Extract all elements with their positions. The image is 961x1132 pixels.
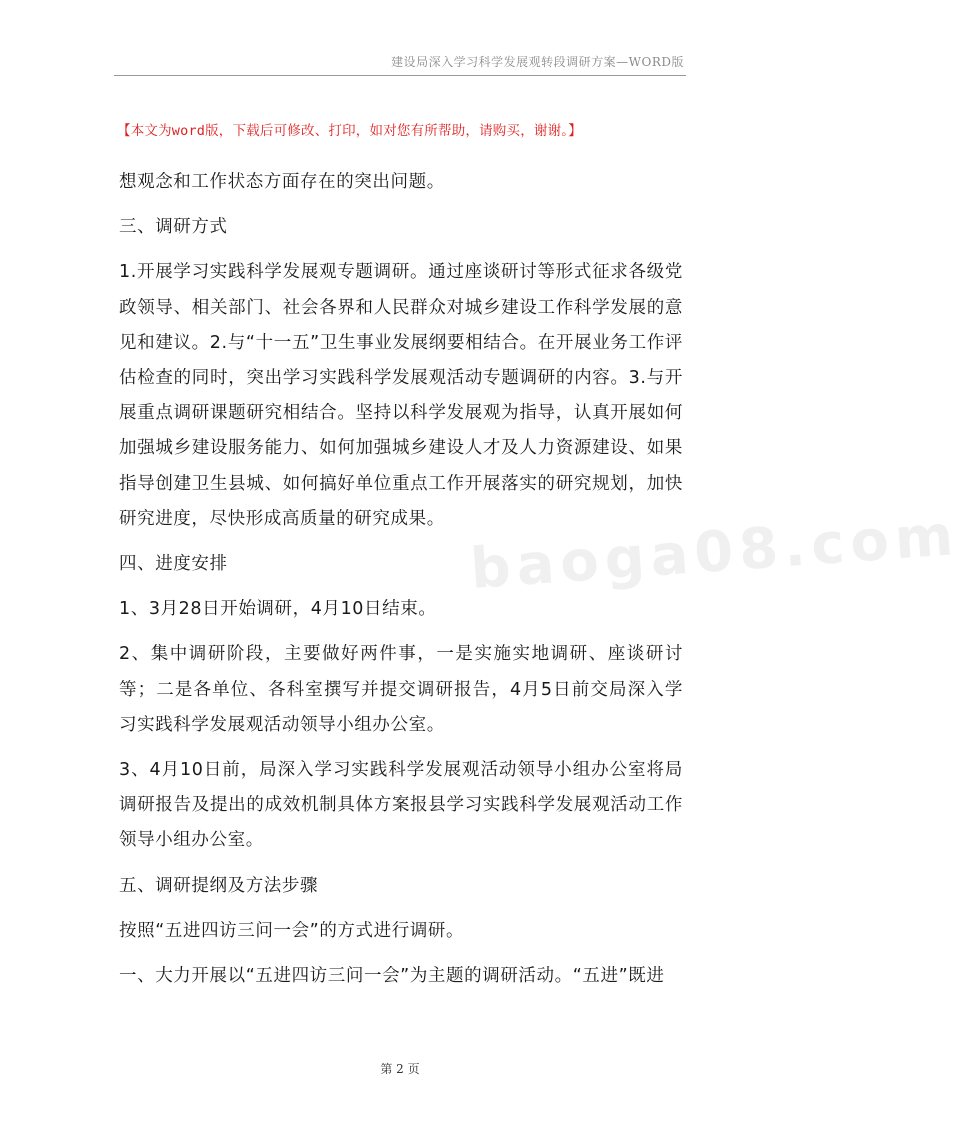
paragraph: 1.开展学习实践科学发展观专题调研。通过座谈研讨等形式征求各级党政领导、相关部门、社会各界和人民群众对城乡建设工作科学发展的意见和建议。2.与“十一五”卫生事业发展纲要相结合。在开展业务工作评估检查的同时，突出学习实践科学发展观活动专题调研的内容。3.与开展重点调研课题研究相结合。坚持以科学发展观为指导，认真开展如何加强城乡建设服务能力、如何加强城乡建设人才及人力资源建设、如果指导创建卫生县城、如何搞好单位重点工作开展落实的研究规划，加快研究进度，尽快形成高质量的研究成果。	[119, 262, 683, 529]
paragraph: 一、大力开展以“五进四访三问一会”为主题的调研活动。“五进”既进	[119, 966, 665, 987]
paragraph: 2、集中调研阶段，主要做好两件事，一是实施实地调研、座谈研讨等；二是各单位、各科室撰写并提交调研报告，4月5日前交局深入学习实践科学发展观活动领导小组办公室。	[119, 644, 683, 735]
paragraph: 3、4月10日前，局深入学习实践科学发展观活动领导小组办公室将局调研报告及提出的成效机制具体方案报县学习实践科学发展观活动工作领导小组办公室。	[119, 760, 683, 851]
paragraph: 想观念和工作状态方面存在的突出问题。	[119, 172, 445, 192]
section-heading: 四、进度安排	[119, 554, 228, 575]
section-heading: 五、调研提纲及方法步骤	[119, 875, 319, 896]
document-body	[119, 165, 683, 994]
purchase-notice: 【本文为word版，下载后可修改、打印，如对您有所帮助，请购买，谢谢。】	[117, 123, 582, 139]
page-number: 第 2 页	[380, 1062, 420, 1076]
section-heading: 三、调研方式	[119, 217, 228, 238]
watermark: baoga08.com	[468, 503, 961, 602]
running-header: 建设局深入学习科学发展观转段调研方案—WORD版	[391, 55, 684, 69]
header-divider	[114, 75, 686, 76]
paragraph: 1、3月28日开始调研，4月10日结束。	[119, 599, 437, 620]
paragraph: 按照“五进四访三问一会”的方式进行调研。	[119, 920, 465, 941]
